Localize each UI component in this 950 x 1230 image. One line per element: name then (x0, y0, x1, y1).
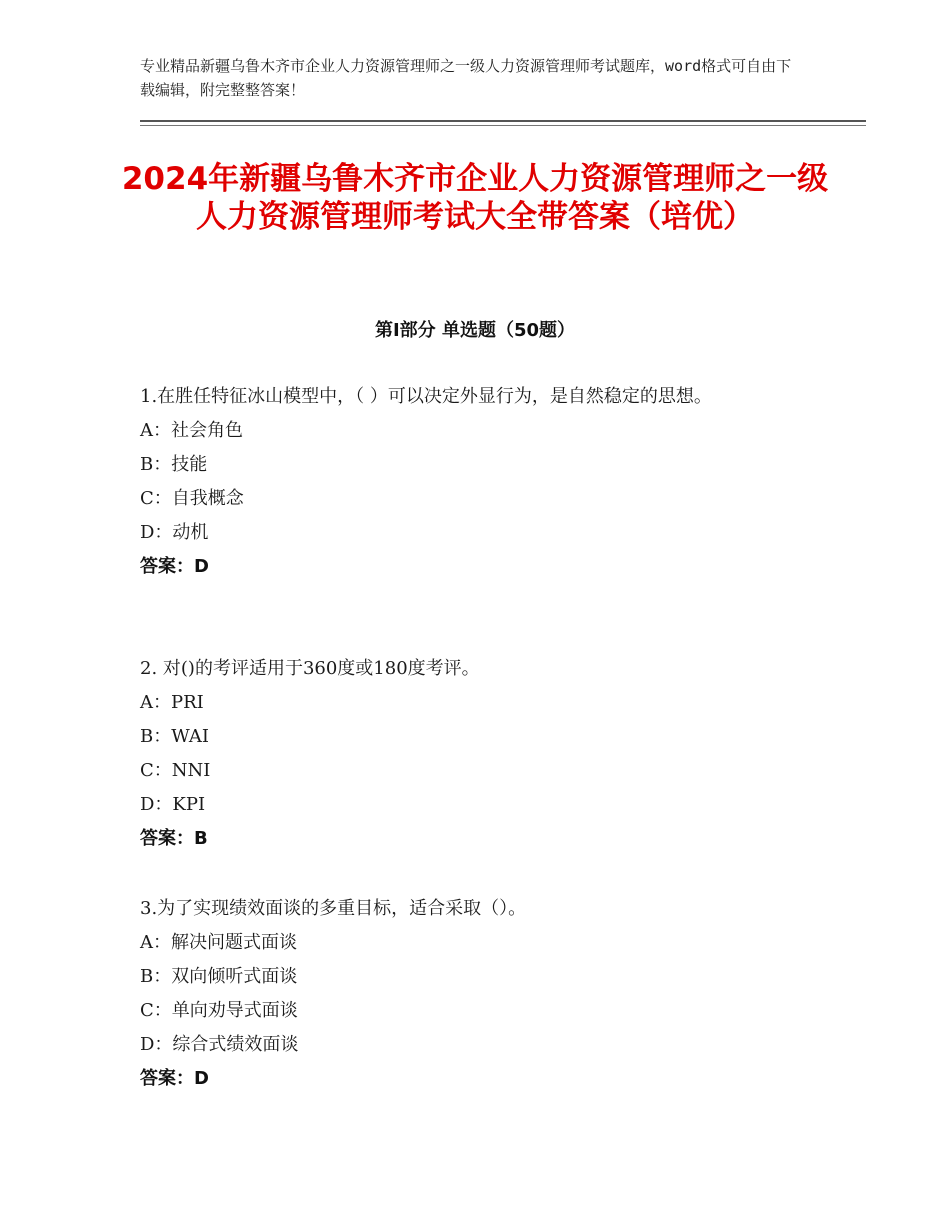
question-block (140, 892, 820, 1096)
option-b: B：技能 (140, 454, 208, 475)
option-c: C：自我概念 (140, 488, 244, 509)
option-d: D：动机 (140, 522, 209, 543)
header-rule-thick (140, 120, 866, 122)
option-c: C：NNI (140, 760, 211, 781)
question-stem: 2. 对()的考评适用于360度或180度考评。 (140, 658, 480, 679)
question-stem: 3.为了实现绩效面谈的多重目标，适合采取（）。 (140, 898, 527, 919)
answer-label: 答案：D (140, 556, 209, 577)
section-heading: 第Ⅰ部分 单选题（50题） (374, 320, 575, 341)
answer-label: 答案：B (140, 828, 208, 849)
option-d: D：KPI (140, 794, 206, 815)
option-a: A：社会角色 (140, 420, 243, 441)
question-stem: 1.在胜任特征冰山模型中，（ ）可以决定外显行为，是自然稳定的思想。 (140, 386, 712, 407)
question-block (140, 652, 820, 856)
header-note: 专业精品新疆乌鲁木齐市企业人力资源管理师之一级人力资源管理师考试题库，word格式可自由下载编辑，附完整整答案！ (140, 57, 792, 99)
option-b: B：WAI (140, 726, 209, 747)
header-rule-thin (140, 125, 866, 126)
option-d: D：综合式绩效面谈 (140, 1034, 299, 1055)
question-block (140, 380, 820, 584)
option-c: C：单向劝导式面谈 (140, 1000, 298, 1021)
option-a: A：PRI (140, 692, 204, 713)
document-title: 2024年新疆乌鲁木齐市企业人力资源管理师之一级人力资源管理师考试大全带答案（培优） (121, 161, 829, 235)
answer-label: 答案：D (140, 1068, 209, 1089)
option-b: B：双向倾听式面谈 (140, 966, 298, 987)
option-a: A：解决问题式面谈 (140, 932, 297, 953)
